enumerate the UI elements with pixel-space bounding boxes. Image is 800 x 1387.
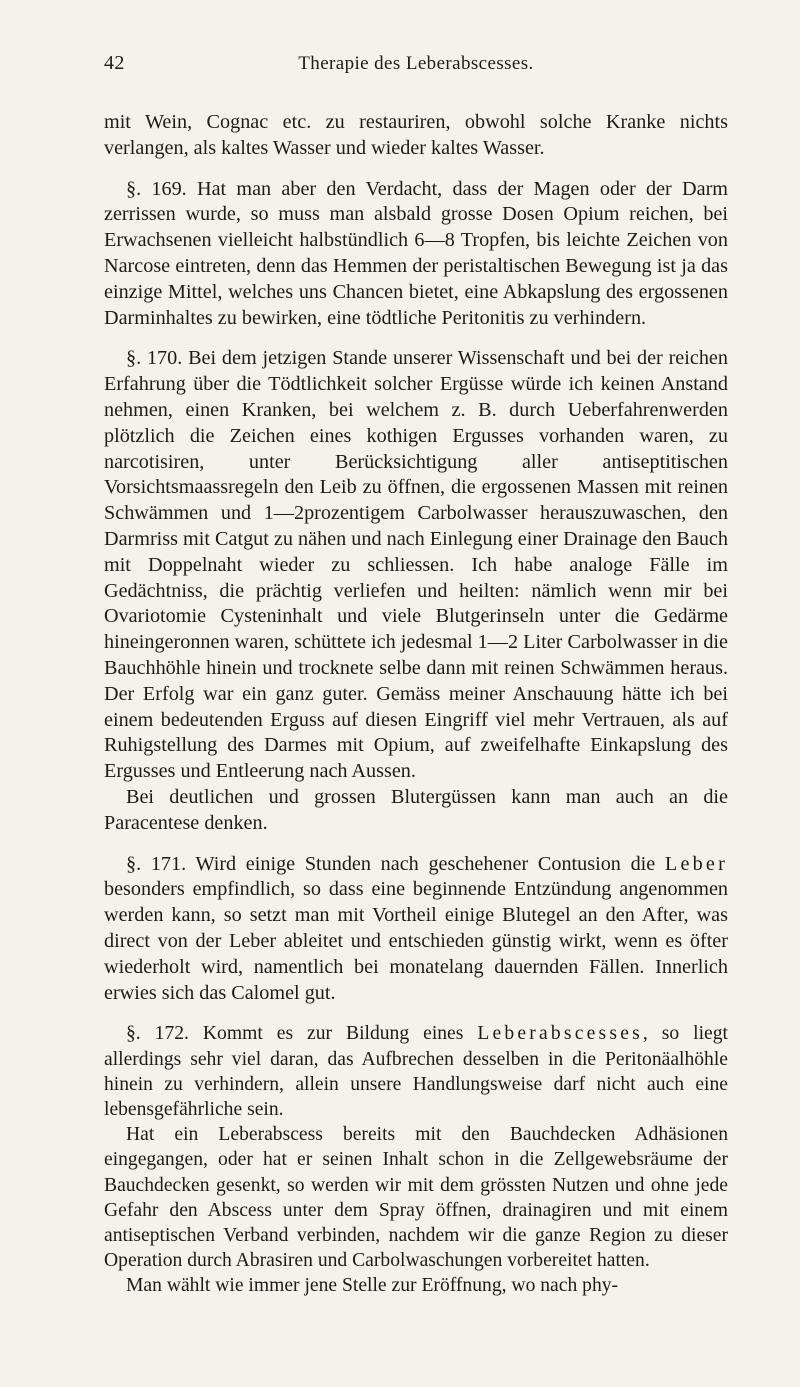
spaced-word-leberabscesses: Leberabscesses xyxy=(477,1023,643,1045)
running-head: Therapie des Leberabscesses. xyxy=(298,53,534,74)
paragraph-section-171 xyxy=(104,852,728,1007)
body-text xyxy=(104,110,728,1299)
section-171-text-end: besonders empfindlich, so dass eine beginnende Entzündung angenommen werden kann, so setzt man mit Vortheil einige Blutegel an den After, was direct von der Leber ableitet und entschieden günstig wirkt, wenn es öfter wiederholt wird, namentlich bei monatelang dauernden Fällen. Innerlich erwies sich das Calomel gut. xyxy=(104,878,728,1004)
section-171-text-start: §. 171. Wird einige Stunden nach geschehener Contusion die xyxy=(126,852,665,875)
page-header xyxy=(104,52,728,88)
paragraph-section-170: §. 170. Bei dem jetzigen Stande unserer Wissenschaft und bei der reichen Erfahrung über die Tödtlichkeit solcher Ergüsse würde ich keinen Anstand nehmen, einen Kranken, bei welchem z. B. durch Ueberfahrenwerden plötzlich die Zeichen eines kothigen Ergusses vorhanden waren, zu narcotisiren, unter Berücksichtigung aller antiseptitischen Vorsichtsmaassregeln den Leib zu öffnen, die ergossenen Massen mit reinen Schwämmen und 1—2prozentigem Carbolwasser herauszuwaschen, den Darmriss mit Catgut zu nähen und nach Einlegung einer Drainage den Bauch mit Doppelnaht wieder zu schliessen. Ich habe analoge Fälle im Gedächtniss, die prächtig verliefen und heilten: nämlich wenn mir bei Ovariotomie Cysteninhalt und viele Blutgerinseln unter die Gedärme hineingeronnen waren, schüttete ich jedesmal 1—2 Liter Carbolwasser in die Bauchhöhle hinein und trocknete selbe dann mit reinen Schwämmen heraus. Der Erfolg war ein ganz guter. Gemäss meiner Anschauung hätte ich bei einem bedeutenden Erguss auf diesen Eingriff viel mehr Vertrauen, als auf Ruhigstellung des Darmes mit Opium, auf zweifelhafte Einkapslung des Ergusses und Entleerung nach Aussen. xyxy=(104,347,728,783)
paragraph-eroeffnung: Man wählt wie immer jene Stelle zur Eröffnung, wo nach phy- xyxy=(126,1275,619,1297)
spaced-word-leber: Leber xyxy=(664,852,728,875)
page-number: 42 xyxy=(104,52,125,74)
paragraph-1: mit Wein, Cognac etc. zu restauriren, obwohl solche Kranke nichts verlangen, als kaltes Wasser und wieder kaltes Wasser. xyxy=(104,111,728,159)
paragraph-paracentese: Bei deutlichen und grossen Blutergüssen kann man auch an die Paracentese denken. xyxy=(104,785,728,834)
paragraph-leberabscess: Hat ein Leberabscess bereits mit den Bauchdecken Adhäsionen eingegangen, oder hat er seinen Inhalt schon in die Zellgewebsräume der Bauchdecken gesenkt, so werden wir mit dem grössten Nutzen und ohne jede Gefahr den Abscess unter dem Spray öffnen, drainagiren und mit einem antiseptischen Verband verbinden, nachdem wir die ganze Region zu dieser Operation durch Abrasiren und Carbolwaschungen vorbereitet hatten. xyxy=(104,1124,728,1272)
paragraph-section-172 xyxy=(104,1021,728,1122)
paragraph-section-169: §. 169. Hat man aber den Verdacht, dass der Magen oder der Darm zerrissen wurde, so muss man alsbald grosse Dosen Opium reichen, bei Erwachsenen vielleicht halbstündlich 6—8 Tropfen, bis leichte Zeichen von Narcose eintreten, denn das Hemmen der peristaltischen Bewegung ist ja das einzige Mittel, welches uns Chancen bietet, eine Abkapslung des ergossenen Darminhaltes zu bewirken, eine tödtliche Peritonitis zu verhindern. xyxy=(104,177,728,329)
section-172-text-start: §. 172. Kommt es zur Bildung eines xyxy=(126,1023,478,1045)
section-172-text-end: , so liegt allerdings sehr viel daran, das Aufbrechen desselben in die Peritonäalhöhle hinein zu verhindern, allein unsere Handlungsweise darf nicht auch eine lebensgefährliche sein. xyxy=(104,1023,728,1120)
